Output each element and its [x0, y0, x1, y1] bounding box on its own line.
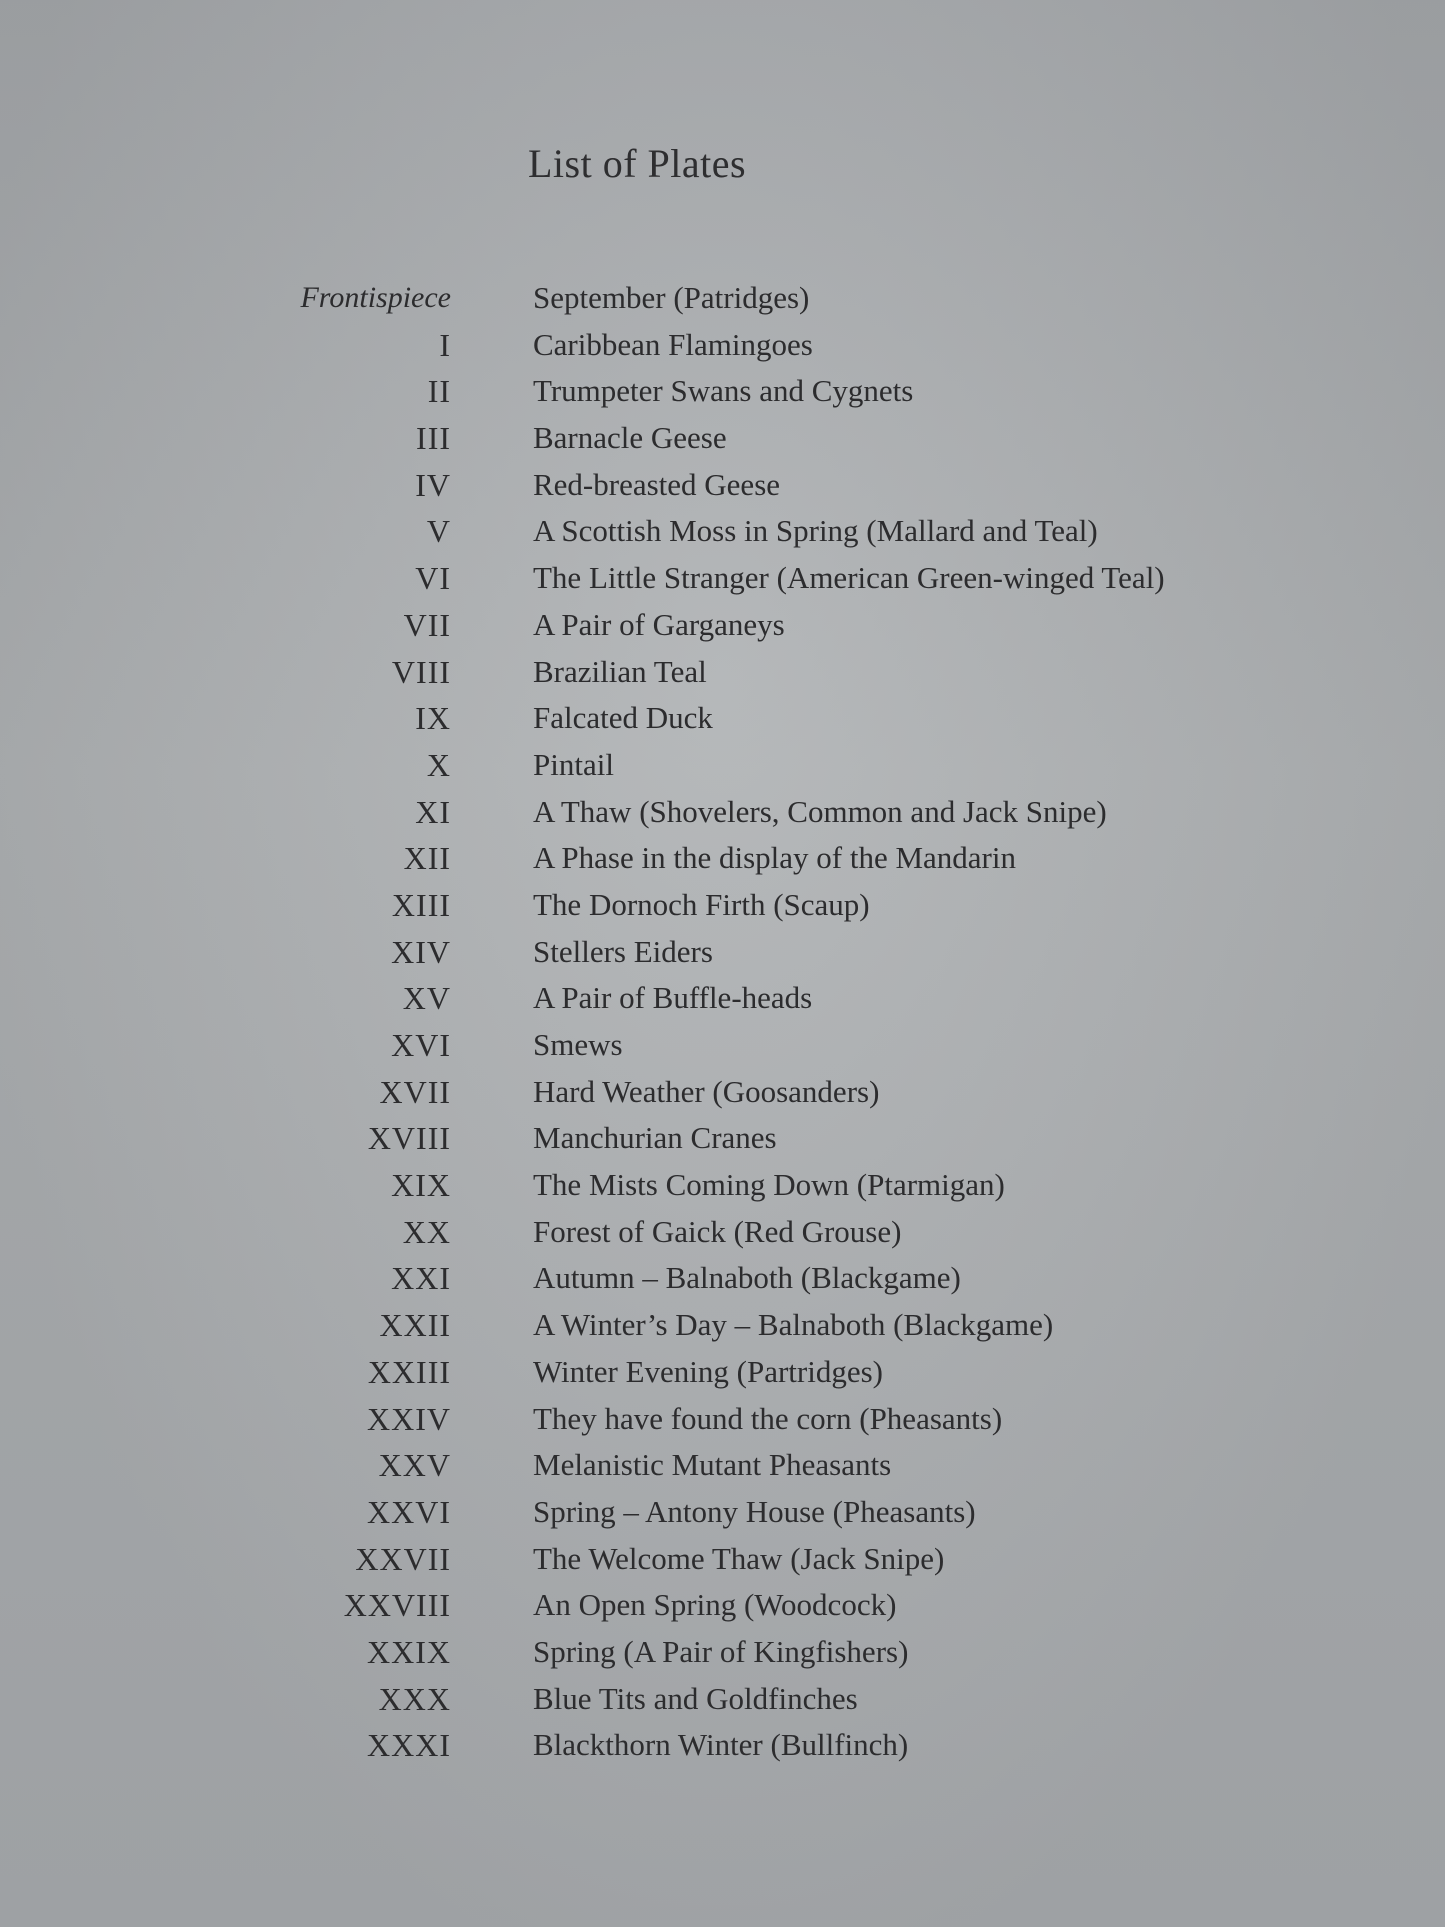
plate-number: XXV	[378, 1447, 451, 1484]
plate-number: X	[426, 746, 451, 783]
plate-title: The Mists Coming Down (Ptarmigan)	[533, 1167, 1005, 1203]
plate-title: The Little Stranger (American Green-winged Teal)	[533, 560, 1165, 596]
plate-row	[0, 1492, 1445, 1539]
plate-number: Frontispiece	[300, 281, 451, 314]
plate-number: I	[439, 326, 451, 363]
plate-row	[0, 792, 1445, 839]
plate-title: Forest of Gaick (Red Grouse)	[533, 1213, 902, 1249]
plate-title: Falcated Duck	[533, 700, 713, 736]
plate-number: XXVI	[367, 1493, 451, 1530]
plate-row	[0, 1632, 1445, 1679]
plate-title: Spring (A Pair of Kingfishers)	[533, 1633, 909, 1669]
plate-row	[0, 1305, 1445, 1352]
plate-row	[0, 1679, 1445, 1726]
plate-number: XXIX	[367, 1633, 451, 1670]
plate-row	[0, 1539, 1445, 1586]
plate-row	[0, 605, 1445, 652]
plate-title: A Pair of Garganeys	[533, 606, 785, 642]
plate-row	[0, 652, 1445, 699]
plate-title: Hard Weather (Goosanders)	[533, 1073, 880, 1109]
plate-number: II	[427, 373, 451, 410]
plate-row	[0, 558, 1445, 605]
plate-number: VIII	[391, 653, 451, 690]
plate-number: XXI	[391, 1260, 451, 1297]
plate-number: XXIV	[367, 1400, 451, 1437]
plate-row	[0, 325, 1445, 372]
plate-number: XIV	[391, 933, 451, 970]
page-title: List of Plates	[528, 141, 747, 186]
plate-number: XV	[402, 980, 451, 1017]
plate-number: XVI	[391, 1027, 451, 1063]
plate-title: Blackthorn Winter (Bullfinch)	[533, 1727, 909, 1763]
plate-number: XII	[403, 840, 451, 877]
plate-title: Red-breasted Geese	[533, 466, 781, 502]
plate-title: Autumn – Balnaboth (Blackgame)	[533, 1260, 961, 1296]
plate-row	[0, 418, 1445, 465]
plate-row	[0, 978, 1445, 1025]
plate-row	[0, 698, 1445, 745]
plate-row	[0, 1352, 1445, 1399]
plate-title: Caribbean Flamingoes	[533, 326, 813, 362]
plate-number: VII	[403, 606, 451, 643]
plate-title: Winter Evening (Partridges)	[533, 1353, 883, 1389]
plate-row	[0, 278, 1445, 325]
plate-row	[0, 1399, 1445, 1446]
plate-number: XVIII	[367, 1120, 451, 1157]
plate-number: XXX	[378, 1680, 451, 1717]
plates-list	[0, 278, 1445, 1772]
plate-title: A Winter’s Day – Balnaboth (Blackgame)	[533, 1307, 1054, 1343]
plate-number: XXXI	[367, 1727, 451, 1764]
plate-title: A Pair of Buffle-heads	[533, 980, 813, 1016]
plate-title: Barnacle Geese	[533, 420, 727, 456]
plate-title: Trumpeter Swans and Cygnets	[533, 373, 914, 409]
plate-number: VI	[415, 560, 451, 597]
plate-row	[0, 1212, 1445, 1259]
plate-row	[0, 1072, 1445, 1119]
plate-number: XI	[415, 793, 451, 830]
plate-title: Stellers Eiders	[533, 933, 713, 969]
plate-title: Spring – Antony House (Pheasants)	[533, 1493, 976, 1529]
plate-row	[0, 1585, 1445, 1632]
plate-number: V	[426, 513, 451, 550]
plate-title: Brazilian Teal	[533, 653, 707, 689]
plate-title: Smews	[533, 1027, 623, 1062]
plate-title: September (Patridges)	[533, 280, 810, 315]
plate-row	[0, 1258, 1445, 1305]
plate-number: XXVII	[355, 1540, 451, 1577]
plate-title: The Welcome Thaw (Jack Snipe)	[533, 1540, 945, 1576]
plate-number: IX	[415, 700, 451, 737]
plate-title: A Thaw (Shovelers, Common and Jack Snipe)	[533, 793, 1107, 829]
plate-row	[0, 1165, 1445, 1212]
plate-number: XX	[402, 1213, 451, 1250]
plate-row	[0, 1725, 1445, 1772]
plate-row	[0, 838, 1445, 885]
plate-title: They have found the corn (Pheasants)	[533, 1400, 1003, 1436]
plate-title: The Dornoch Firth (Scaup)	[533, 886, 870, 922]
plate-title: Pintail	[533, 746, 614, 782]
plate-title: A Phase in the display of the Mandarin	[533, 840, 1016, 876]
plate-row	[0, 1118, 1445, 1165]
plate-number: XXVIII	[343, 1587, 451, 1624]
plate-number: XIX	[391, 1167, 451, 1204]
plate-number: IV	[415, 466, 451, 503]
plate-number: XIII	[391, 886, 451, 923]
plate-number: III	[416, 420, 451, 457]
plate-row	[0, 371, 1445, 418]
plate-row	[0, 511, 1445, 558]
plate-title: Melanistic Mutant Pheasants	[533, 1447, 892, 1483]
plate-row	[0, 885, 1445, 932]
plate-row	[0, 1025, 1445, 1072]
plate-number: XXIII	[367, 1353, 451, 1390]
plate-row	[0, 1445, 1445, 1492]
plate-title: An Open Spring (Woodcock)	[533, 1587, 897, 1623]
plate-row	[0, 465, 1445, 512]
plate-title: A Scottish Moss in Spring (Mallard and Teal)	[533, 513, 1098, 549]
plate-row	[0, 932, 1445, 979]
plate-row	[0, 745, 1445, 792]
plate-number: XVII	[379, 1073, 451, 1110]
plate-number: XXII	[379, 1307, 451, 1344]
plate-title: Blue Tits and Goldfinches	[533, 1680, 858, 1716]
plate-title: Manchurian Cranes	[533, 1120, 777, 1156]
